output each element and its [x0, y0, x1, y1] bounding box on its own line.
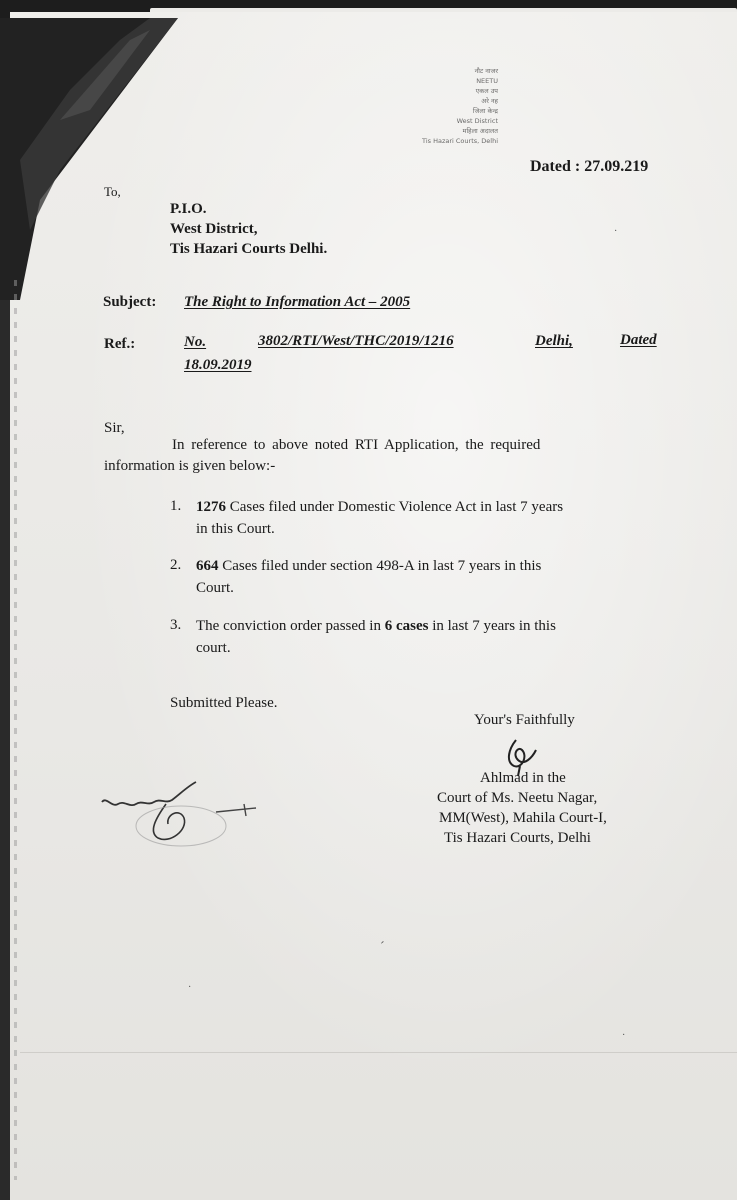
intro-line-2: information is given below:-: [104, 458, 276, 474]
ref-label: Ref.:: [104, 336, 136, 352]
salutation: Sir,: [104, 420, 125, 436]
list-item-2: 664 Cases filed under section 498-A in last 7 years in this Court.: [196, 558, 542, 596]
item-3-number: 3.: [170, 617, 182, 633]
recipient-line-3: Tis Hazari Courts Delhi.: [170, 241, 328, 257]
list-item-1: 1276 Cases filed under Domestic Violence Act in last 7 years in this Court.: [196, 499, 564, 537]
subject-text: The Right to Information Act – 2005: [184, 294, 411, 310]
mark: ·: [622, 1030, 626, 1041]
item-1-number: 1.: [170, 498, 182, 514]
ref-dated-word: Dated: [620, 332, 657, 348]
sign-line-2: Court of Ms. Neetu Nagar,: [437, 790, 598, 806]
torn-corner: [0, 0, 190, 300]
mark: ·: [188, 982, 192, 993]
recipient-line-2: West District,: [170, 221, 258, 237]
yours-faithfully: Your's Faithfully: [474, 712, 575, 728]
office-stamp: नौट नाजर NEETU एकल उप अरे नह जिला केन्द्र West District महिला अदालत Tis Hazari Courts, Delhi: [422, 67, 498, 145]
submitted-text: Submitted Please.: [170, 695, 278, 711]
mark: ˊ: [380, 940, 385, 955]
page-crease: [20, 1052, 737, 1053]
ref-date: 18.09.2019: [184, 357, 252, 373]
list-item-3: The conviction order passed in 6 cases in last 7 years in this court.: [196, 618, 556, 656]
ref-no: No.: [184, 334, 207, 350]
item-2-number: 2.: [170, 557, 182, 573]
handwritten-forwarded-note: [96, 774, 276, 854]
subject-label: Subject:: [103, 294, 157, 310]
sign-line-3: MM(West), Mahila Court-I,: [439, 810, 607, 826]
recipient-line-1: P.I.O.: [170, 201, 207, 217]
letter-date: Dated : 27.09.219: [530, 158, 649, 175]
ref-number: 3802/RTI/West/THC/2019/1216: [258, 333, 454, 349]
intro-line-1: In reference to above noted RTI Application, the required: [172, 437, 541, 453]
ref-place: Delhi,: [535, 333, 573, 349]
forwarded-note-text: [0, 0, 4, 1]
mark: ·: [614, 226, 618, 237]
fold-mark: [14, 280, 17, 1180]
sign-line-4: Tis Hazari Courts, Delhi: [444, 830, 591, 846]
sign-line-1: Ahlmad in the: [480, 770, 566, 786]
to-label: To,: [104, 184, 121, 199]
